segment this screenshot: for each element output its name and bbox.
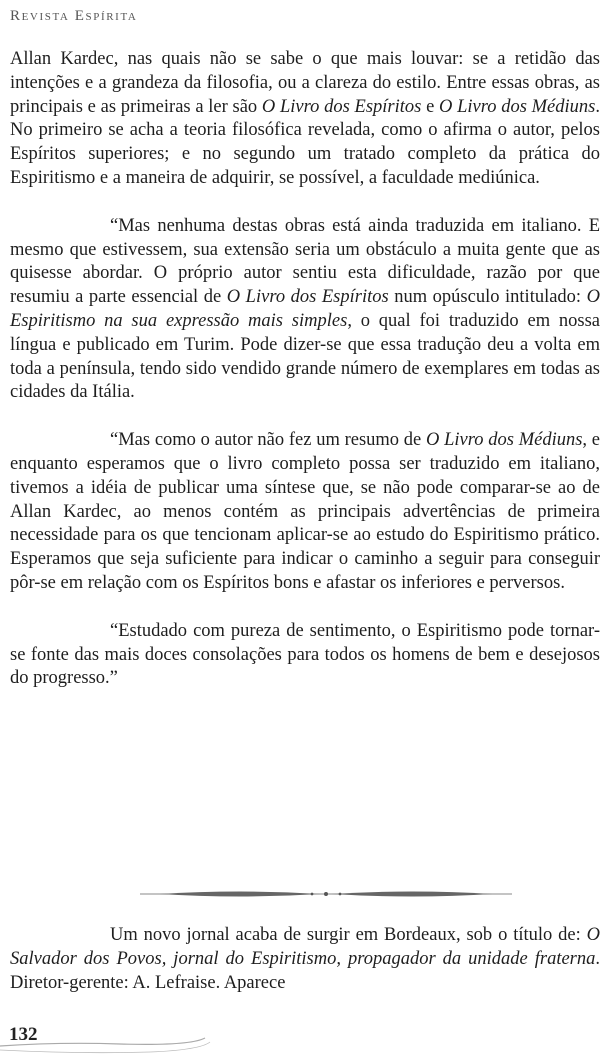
book-title: O Livro dos Espíritos <box>226 287 389 308</box>
book-title: O Espiritismo na sua expressão mais simples <box>10 287 600 331</box>
body-text-continued <box>10 924 600 995</box>
text-run: num opúsculo intitulado: <box>388 287 587 308</box>
text-run: Um novo jornal acaba de surgir em Bordeaux, sob o título de: <box>110 925 587 945</box>
body-text <box>10 48 600 691</box>
text-run: , o qual foi traduzido em nossa língua e publicado em Turim. Pode dizer-se que essa tradução deu a volta em toda a península, tendo sido vendido grande número de exemplares em todas as cidades da Itália. <box>10 310 601 403</box>
running-head: Revista Espírita <box>10 8 138 24</box>
text-run: “Mas como o autor não fez um resumo de <box>110 430 426 451</box>
text-run: Allan Kardec, nas quais não se sabe o que mais louvar: se a retidão das intenções e a grandeza da filosofia, ou a clareza do estilo. Entre essas obras, as principais e as primeiras a ler são <box>10 49 600 117</box>
paragraph-4 <box>10 620 600 691</box>
book-title: O Livro dos Médiuns <box>426 430 583 451</box>
journal-title: O Salvador dos Povos, jornal do Espiritismo, propagador da unidade fraterna <box>10 925 600 969</box>
text-run: , e enquanto esperamos que o livro completo possa ser traduzido em italiano, tivemos a idéia de publicar uma síntese que, se não pode comparar-se ao de Allan Kardec, ao menos contém as principais advertências de primeira necessidade para os que tencionam aplicar-se ao estudo do Espiritismo prático. Esperamos que seja suficiente para indicar o caminho a seguir para conseguir pôr-se em relação com os Espíritos bons e afastar os inferiores e perversos. <box>10 430 600 593</box>
page-number: 132 <box>9 1024 38 1045</box>
paragraph-2 <box>10 215 600 405</box>
text-run: e <box>421 96 440 117</box>
paragraph-5 <box>10 924 600 995</box>
text-run: . No primeiro se acha a teoria filosófica revelada, como o afirma o autor, pelos Espíritos superiores; e no segundo um tratado completo da prática do Espiritismo e a maneira de adquirir, se possível, a faculdade mediúnica. <box>10 96 600 188</box>
section-separator-ornament <box>140 886 512 902</box>
text-run: “Mas nenhuma destas obras está ainda traduzida em italiano. E mesmo que estivessem, sua extensão seria um obstáculo a muita gente que as quisesse abordar. O próprio autor sentiu esta dificuldade, razão por que resumiu a parte essencial de <box>10 215 600 308</box>
paragraph-1 <box>10 48 600 191</box>
text-run: “Estudado com pureza de sentimento, o Espiritismo pode tornar-se fonte das mais doces consolações para todos os homens de bem e desejosos do progresso.” <box>10 620 600 689</box>
book-title: O Livro dos Médiuns <box>439 96 596 117</box>
book-title: O Livro dos Espíritos <box>261 96 422 117</box>
paragraph-3 <box>10 429 600 596</box>
text-run: . Diretor-gerente: A. Lefraise. Aparece <box>10 948 600 993</box>
